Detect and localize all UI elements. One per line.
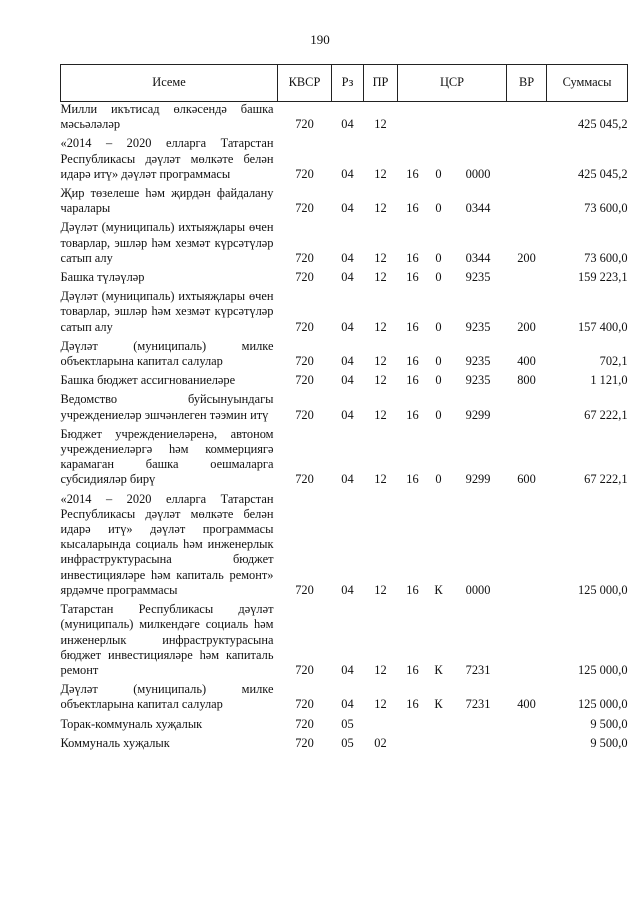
row-rz: 04 <box>341 582 354 597</box>
row-pr: 12 <box>374 166 387 181</box>
row-csr-program: 16 <box>406 201 419 216</box>
row-sum: 1 121,0 <box>590 373 628 388</box>
row-kvsr: 720 <box>295 472 314 487</box>
row-rz: 04 <box>341 166 354 181</box>
header-rz: Рз <box>332 65 364 102</box>
row-rz: 04 <box>341 373 354 388</box>
row-csr-direction: 9235 <box>465 373 491 388</box>
header-vr: ВР <box>507 65 547 102</box>
row-sum: 125 000,0 <box>577 662 628 677</box>
table-row <box>61 285 628 335</box>
row-name: «2014 – 2020 елларга Татарстан Республикасы дәүләт мөлкәте белән идарә итү» дәүләт программасы <box>60 136 274 181</box>
row-name: Дәүләт (муниципаль) ихтыяҗлары өчен товарлар, эшләр һәм хезмәт күрсәтүләр сатып алу <box>60 220 274 265</box>
row-csr-direction: 9299 <box>465 472 491 487</box>
row-vr: 200 <box>517 250 536 265</box>
row-kvsr: 720 <box>295 735 314 750</box>
row-csr-subprogram: 0 <box>435 250 442 265</box>
row-rz: 04 <box>341 201 354 216</box>
row-rz: 04 <box>341 354 354 369</box>
row-pr: 12 <box>374 697 387 712</box>
row-sum: 73 600,0 <box>584 201 628 216</box>
row-csr-program: 16 <box>406 697 419 712</box>
row-pr: 12 <box>374 373 387 388</box>
row-rz: 04 <box>341 117 354 132</box>
row-kvsr: 720 <box>295 270 314 285</box>
row-rz: 04 <box>341 662 354 677</box>
row-csr-program: 16 <box>406 354 419 369</box>
header-row <box>61 65 628 102</box>
row-vr <box>507 488 547 598</box>
row-pr: 12 <box>374 354 387 369</box>
table-row <box>61 678 628 712</box>
row-csr-program <box>398 102 428 133</box>
row-csr-program <box>398 732 428 751</box>
table-body <box>61 102 628 751</box>
table-row <box>61 216 628 266</box>
row-vr: 400 <box>517 697 536 712</box>
row-pr: 12 <box>374 472 387 487</box>
row-csr-program: 16 <box>406 166 419 181</box>
row-vr <box>507 182 547 216</box>
row-vr <box>507 713 547 732</box>
row-kvsr: 720 <box>295 166 314 181</box>
row-csr-direction <box>450 713 507 732</box>
row-csr-subprogram: 0 <box>435 319 442 334</box>
row-vr <box>507 132 547 182</box>
row-csr-subprogram: 0 <box>435 201 442 216</box>
row-pr: 12 <box>374 270 387 285</box>
row-vr: 600 <box>517 472 536 487</box>
row-csr-direction: 0000 <box>465 166 491 181</box>
row-sum: 425 045,2 <box>577 166 628 181</box>
header-pr: ПР <box>364 65 398 102</box>
row-vr <box>507 388 547 422</box>
row-csr-subprogram: К <box>434 582 443 597</box>
table-row <box>61 732 628 751</box>
row-name: Дәүләт (муниципаль) ихтыяҗлары өчен товарлар, эшләр һәм хезмәт күрсәтүләр сатып алу <box>60 289 274 334</box>
row-sum: 9 500,0 <box>590 735 628 750</box>
row-sum: 159 223,1 <box>577 270 628 285</box>
header-kvsr: КВСР <box>278 65 332 102</box>
row-csr-subprogram <box>428 713 450 732</box>
table-row <box>61 488 628 598</box>
row-vr <box>507 102 547 133</box>
row-csr-program: 16 <box>406 373 419 388</box>
row-csr-program: 16 <box>406 319 419 334</box>
row-csr-direction: 7231 <box>465 662 491 677</box>
row-sum: 125 000,0 <box>577 697 628 712</box>
row-kvsr: 720 <box>295 407 314 422</box>
row-csr-direction <box>450 102 507 133</box>
row-pr: 12 <box>374 250 387 265</box>
row-pr: 02 <box>374 735 387 750</box>
row-csr-program: 16 <box>406 662 419 677</box>
row-name: Татарстан Республикасы дәүләт (муниципаль) милкендәге социаль һәм инженерлык инфраструктурасына бюджет инвестицияләре һәм капиталь ремонт <box>60 602 274 677</box>
row-name: Милли икътисад өлкәсендә башка мәсьәләләр <box>60 102 274 132</box>
row-name: Башка бюджет ассигнованиеләре <box>60 373 236 388</box>
row-sum: 157 400,0 <box>577 319 628 334</box>
row-name: Җир төзелеше һәм җирдән файдалану чаралары <box>60 186 274 216</box>
header-name: Исеме <box>61 65 278 102</box>
row-rz: 04 <box>341 270 354 285</box>
row-name: Бюджет учреждениеләренә, автоном учреждениеләргә һәм коммерциягә карамаган башка оешмаларга субсидияләр бирү <box>60 426 274 487</box>
row-rz: 04 <box>341 319 354 334</box>
row-csr-direction: 0344 <box>465 250 491 265</box>
row-csr-program: 16 <box>406 582 419 597</box>
row-rz: 04 <box>341 472 354 487</box>
row-kvsr: 720 <box>295 250 314 265</box>
row-csr-program <box>398 713 428 732</box>
row-csr-subprogram: К <box>434 662 443 677</box>
row-pr: 12 <box>374 582 387 597</box>
table-row <box>61 388 628 422</box>
row-csr-direction: 0000 <box>465 582 491 597</box>
row-rz: 04 <box>341 407 354 422</box>
row-rz: 04 <box>341 697 354 712</box>
row-vr <box>507 598 547 678</box>
row-sum: 425 045,2 <box>577 117 628 132</box>
row-csr-direction: 9235 <box>465 354 491 369</box>
row-csr-subprogram <box>428 102 450 133</box>
row-pr: 12 <box>374 117 387 132</box>
row-pr: 12 <box>374 319 387 334</box>
row-pr: 12 <box>374 201 387 216</box>
row-kvsr: 720 <box>295 697 314 712</box>
row-kvsr: 720 <box>295 373 314 388</box>
budget-table <box>60 64 628 751</box>
row-rz: 05 <box>341 716 354 731</box>
header-sum: Суммасы <box>547 65 628 102</box>
table-row <box>61 266 628 285</box>
row-pr: 12 <box>374 662 387 677</box>
table-row <box>61 132 628 182</box>
row-csr-subprogram: 0 <box>435 166 442 181</box>
table-row <box>61 102 628 133</box>
row-csr-direction <box>450 732 507 751</box>
row-csr-program: 16 <box>406 270 419 285</box>
page-number: 190 <box>310 32 330 47</box>
row-sum: 125 000,0 <box>577 582 628 597</box>
row-csr-direction: 9235 <box>465 319 491 334</box>
row-rz: 04 <box>341 250 354 265</box>
row-vr: 800 <box>517 373 536 388</box>
row-csr-subprogram: 0 <box>435 472 442 487</box>
row-csr-subprogram <box>428 732 450 751</box>
row-vr: 200 <box>517 319 536 334</box>
row-csr-program: 16 <box>406 250 419 265</box>
row-name: Коммуналь хуҗалык <box>60 735 170 750</box>
row-name: Башка түләүләр <box>60 270 145 285</box>
header-csr: ЦСР <box>398 65 507 102</box>
row-rz: 05 <box>341 735 354 750</box>
row-csr-direction: 0344 <box>465 201 491 216</box>
row-name: Торак-коммуналь хуҗалык <box>60 716 203 731</box>
row-sum: 67 222,1 <box>584 407 628 422</box>
row-name: Ведомство буйсынуындагы учреждениеләр эшчәнлеген тәэмин итү <box>60 392 274 422</box>
row-kvsr: 720 <box>295 354 314 369</box>
table-row <box>61 713 628 732</box>
row-csr-subprogram: 0 <box>435 407 442 422</box>
table-row <box>61 598 628 678</box>
row-sum: 73 600,0 <box>584 250 628 265</box>
row-csr-direction: 7231 <box>465 697 491 712</box>
row-vr <box>507 266 547 285</box>
row-csr-subprogram: 0 <box>435 270 442 285</box>
row-kvsr: 720 <box>295 201 314 216</box>
row-name: Дәүләт (муниципаль) милке объектларына капитал салулар <box>60 682 274 712</box>
row-kvsr: 720 <box>295 319 314 334</box>
row-sum: 702,1 <box>599 354 628 369</box>
table-row <box>61 369 628 388</box>
row-vr <box>507 732 547 751</box>
row-csr-subprogram: К <box>434 697 443 712</box>
row-csr-subprogram: 0 <box>435 373 442 388</box>
row-pr: 12 <box>374 407 387 422</box>
row-pr <box>364 713 398 732</box>
row-kvsr: 720 <box>295 582 314 597</box>
row-csr-program: 16 <box>406 472 419 487</box>
row-sum: 67 222,1 <box>584 472 628 487</box>
row-csr-direction: 9299 <box>465 407 491 422</box>
row-csr-subprogram: 0 <box>435 354 442 369</box>
table-row <box>61 182 628 216</box>
row-kvsr: 720 <box>295 662 314 677</box>
table-row <box>61 335 628 369</box>
row-csr-direction: 9235 <box>465 270 491 285</box>
row-name: Дәүләт (муниципаль) милке объектларына капитал салулар <box>60 338 274 369</box>
row-kvsr: 720 <box>295 716 314 731</box>
row-sum: 9 500,0 <box>590 716 628 731</box>
row-vr: 400 <box>517 354 536 369</box>
table-row <box>61 423 628 488</box>
row-csr-program: 16 <box>406 407 419 422</box>
row-kvsr: 720 <box>295 117 314 132</box>
row-name: «2014 – 2020 елларга Татарстан Республикасы дәүләт мөлкәте белән идарә итү» дәүләт программасы кысаларында социаль һәм инженерлык инфраструктурасына бюджет инвестицияләре һәм капиталь ремонт» ярдәмче программасы <box>60 491 274 597</box>
